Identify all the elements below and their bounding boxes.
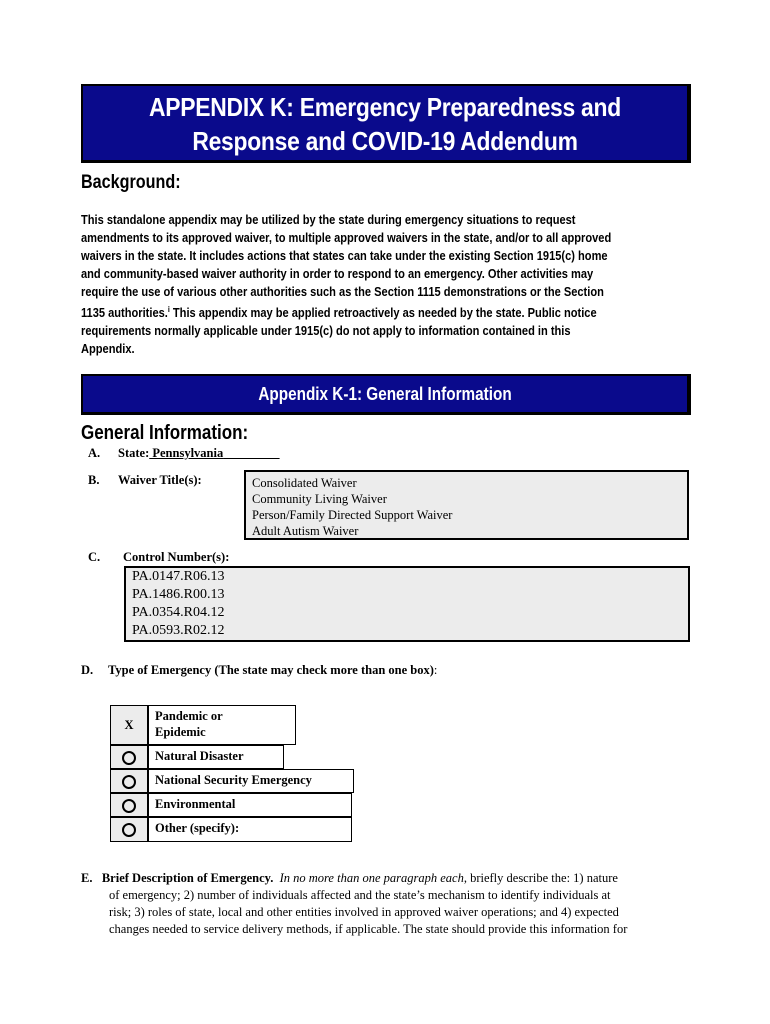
title-line-2: Response and COVID-19 Addendum [192,126,578,156]
natural-disaster-radio[interactable] [110,745,148,769]
control-number-label: Control Number(s): [123,550,230,564]
section-k1-banner [81,374,691,415]
control-number: PA.0593.R02.12 [132,623,225,638]
item-c-letter: C. [88,550,101,564]
background-line: This standalone appendix may be utilized by the state during emergency situations to request [81,213,576,227]
emergency-description [81,870,721,938]
emergency-label: Epidemic [155,725,206,739]
waiver-title: Community Living Waiver [252,492,387,506]
national-security-radio[interactable] [110,769,148,793]
pandemic-checkbox[interactable]: X [110,705,148,745]
waiver-title: Person/Family Directed Support Waiver [252,508,453,522]
environmental-label: Environmental [148,793,352,817]
radio-icon [122,775,136,789]
description-line: risk; 3) roles of state, local and other entities involved in approved waiver operations; and 4) expected [109,905,619,919]
waiver-titles-field[interactable] [244,470,689,540]
pandemic-label-cell [148,705,296,745]
item-a-letter: A. [88,446,101,460]
control-number: PA.1486.R00.13 [132,587,225,602]
title-line-1: APPENDIX K: Emergency Preparedness and [149,92,621,122]
background-line: require the use of various other authorities such as the Section 1115 demonstrations or the Section [81,285,604,299]
appendix-title-banner [81,84,691,163]
emergency-type-label: Type of Emergency (The state may check more than one box) [108,663,434,677]
item-d-letter: D. [81,663,94,677]
description-line [81,870,721,887]
item-e-letter: E. [81,871,93,885]
control-numbers-field[interactable] [124,566,690,642]
national-security-label: National Security Emergency [148,769,354,793]
background-line-part: This appendix may be applied retroactively as needed by the state. Public notice [172,306,597,321]
environmental-radio[interactable] [110,793,148,817]
description-line: changes needed to service delivery methods, if applicable. The state should provide this information for [109,922,628,936]
other-radio[interactable] [110,817,148,842]
state-value[interactable]: Pennsylvania [149,446,224,460]
natural-disaster-label: Natural Disaster [148,745,284,769]
waiver-title: Adult Autism Waiver [252,524,359,538]
radio-icon [122,823,136,837]
background-line: requirements normally applicable under 1915(c) do not apply to information contained in this [81,324,571,339]
background-line-part: 1135 authorities. [81,306,168,321]
item-b-letter: B. [88,473,100,487]
radio-icon [122,799,136,813]
radio-icon [122,751,136,765]
emergency-label: Pandemic or [155,709,223,723]
state-row [118,446,279,461]
general-information-heading: General Information: [81,422,249,444]
control-number: PA.0354.R04.12 [132,605,225,620]
waiver-title: Consolidated Waiver [252,476,357,490]
background-line: and community-based waiver authority in order to respond to an emergency. Other activities may [81,267,594,281]
emergency-type-colon: : [433,663,438,677]
description-label: Brief Description of Emergency. [101,871,274,885]
description-italic: In no more than one paragraph each [279,871,464,885]
description-line: of emergency; 2) number of individuals affected and the state’s mechanism to identify individuals at [109,888,611,902]
background-line: Appendix. [81,342,135,357]
state-label: State: [118,446,150,460]
background-line [81,301,697,322]
footnote-marker[interactable]: i [167,305,170,314]
waiver-title-label: Waiver Title(s): [118,473,202,487]
description-rest: , briefly describe the: 1) nature [463,871,618,885]
other-specify-label: Other (specify): [148,817,352,842]
background-line: waivers in the state. It includes actions that states can take under the existing Section 1915(c) home [81,249,608,263]
section-k1-heading: Appendix K-1: General Information [258,384,512,404]
emergency-type-row [108,663,437,678]
state-blank: _________ [223,446,280,460]
background-heading: Background: [81,172,181,193]
background-paragraph [81,211,697,358]
control-number: PA.0147.R06.13 [132,569,225,584]
background-line: amendments to its approved waiver, to multiple approved waivers in the state, and/or to all approved [81,231,612,245]
